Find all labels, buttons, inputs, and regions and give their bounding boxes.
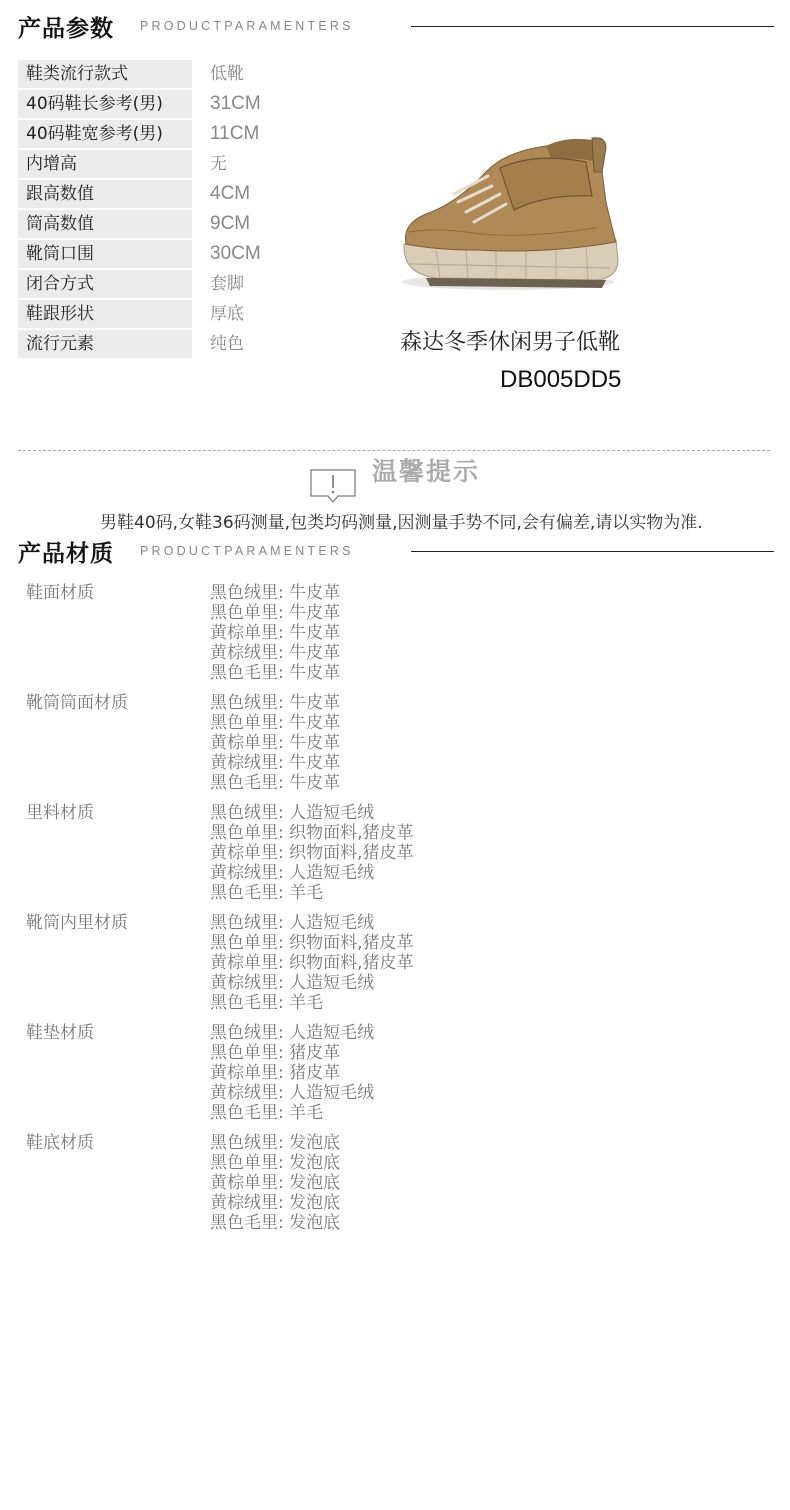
material-item: 黄棕绒里: 牛皮革 [210, 643, 341, 663]
material-group [18, 583, 618, 693]
section-subtitle: PRODUCTPARAMENTERS [140, 544, 354, 558]
material-group [18, 913, 618, 1023]
param-value: 31CM [210, 93, 261, 114]
material-item: 黑色毛里: 牛皮革 [210, 663, 341, 683]
param-label: 闭合方式 [18, 270, 192, 298]
material-item: 黑色单里: 发泡底 [210, 1153, 341, 1173]
param-row [18, 179, 318, 209]
param-label: 靴筒口围 [18, 240, 192, 268]
section-title: 产品参数 [18, 16, 114, 42]
section-header-params [18, 10, 774, 46]
product-code: DB005DD5 [500, 366, 622, 393]
material-item: 黑色绒里: 人造短毛绒 [210, 803, 375, 823]
param-value: 9CM [210, 213, 251, 234]
material-item: 黑色毛里: 羊毛 [210, 993, 324, 1013]
params-table [18, 59, 318, 359]
param-label: 40码鞋长参考(男) [18, 90, 192, 118]
material-items [210, 803, 414, 903]
param-label: 流行元素 [18, 330, 192, 358]
material-label: 鞋底材质 [26, 1133, 94, 1153]
materials-list [18, 583, 618, 1243]
material-item: 黑色毛里: 牛皮革 [210, 773, 341, 793]
material-items [210, 913, 414, 1013]
section-title: 产品材质 [18, 541, 114, 567]
material-item: 黄棕绒里: 人造短毛绒 [210, 863, 375, 883]
material-item: 黑色单里: 织物面料,猪皮革 [210, 823, 414, 843]
param-value: 套脚 [210, 274, 244, 294]
param-value: 厚底 [210, 304, 244, 324]
dashed-divider [18, 450, 770, 451]
param-label: 内增高 [18, 150, 192, 178]
material-item: 黄棕绒里: 牛皮革 [210, 753, 341, 773]
material-items [210, 583, 340, 683]
param-label: 鞋类流行款式 [18, 60, 192, 88]
tip-title: 温馨提示 [372, 457, 481, 486]
param-row [18, 329, 318, 359]
material-item: 黑色绒里: 人造短毛绒 [210, 1023, 375, 1043]
param-value: 低靴 [210, 64, 244, 84]
material-item: 黑色毛里: 发泡底 [210, 1213, 341, 1233]
material-items [210, 1023, 374, 1123]
section-subtitle: PRODUCTPARAMENTERS [140, 19, 354, 33]
material-group [18, 1133, 618, 1243]
section-divider [411, 551, 774, 552]
param-row [18, 149, 318, 179]
material-item: 黑色单里: 猪皮革 [210, 1043, 341, 1063]
material-item: 黄棕单里: 织物面料,猪皮革 [210, 843, 414, 863]
product-name: 森达冬季休闲男子低靴 [400, 330, 621, 355]
param-row [18, 299, 318, 329]
material-group [18, 693, 618, 803]
param-value: 纯色 [210, 334, 244, 354]
material-items [210, 1133, 340, 1233]
material-group [18, 803, 618, 913]
param-row [18, 59, 318, 89]
param-row [18, 269, 318, 299]
param-row [18, 119, 318, 149]
param-row [18, 209, 318, 239]
material-item: 黄棕绒里: 发泡底 [210, 1193, 341, 1213]
material-item: 黄棕单里: 织物面料,猪皮革 [210, 953, 414, 973]
material-label: 鞋垫材质 [26, 1023, 94, 1043]
material-item: 黄棕绒里: 人造短毛绒 [210, 973, 375, 993]
param-label: 筒高数值 [18, 210, 192, 238]
product-shoe-image [396, 132, 626, 294]
material-item: 黑色绒里: 牛皮革 [210, 583, 341, 603]
material-label: 靴筒筒面材质 [26, 693, 128, 713]
material-item: 黑色毛里: 羊毛 [210, 1103, 324, 1123]
param-value: 11CM [210, 123, 260, 144]
param-value: 无 [210, 154, 227, 174]
material-item: 黑色单里: 织物面料,猪皮革 [210, 933, 414, 953]
param-label: 跟高数值 [18, 180, 192, 208]
material-item: 黑色单里: 牛皮革 [210, 603, 341, 623]
material-item: 黑色毛里: 羊毛 [210, 883, 324, 903]
material-item: 黑色绒里: 发泡底 [210, 1133, 341, 1153]
material-label: 里料材质 [26, 803, 94, 823]
material-item: 黄棕单里: 牛皮革 [210, 623, 341, 643]
param-row [18, 239, 318, 269]
param-value: 30CM [210, 243, 261, 264]
param-label: 40码鞋宽参考(男) [18, 120, 192, 148]
material-item: 黄棕单里: 猪皮革 [210, 1063, 341, 1083]
material-item: 黑色绒里: 牛皮革 [210, 693, 341, 713]
section-header-materials [18, 535, 774, 571]
material-label: 靴筒内里材质 [26, 913, 128, 933]
param-value: 4CM [210, 183, 251, 204]
material-item: 黄棕绒里: 人造短毛绒 [210, 1083, 375, 1103]
material-item: 黑色绒里: 人造短毛绒 [210, 913, 375, 933]
tip-text: 男鞋40码,女鞋36码测量,包类均码测量,因测量手势不同,会有偏差,请以实物为准. [100, 513, 703, 533]
param-label: 鞋跟形状 [18, 300, 192, 328]
material-item: 黄棕单里: 发泡底 [210, 1173, 341, 1193]
material-group [18, 1023, 618, 1133]
param-row [18, 89, 318, 119]
material-item: 黑色单里: 牛皮革 [210, 713, 341, 733]
material-label: 鞋面材质 [26, 583, 94, 603]
exclamation-speech-bubble-icon [310, 469, 356, 503]
material-items [210, 693, 340, 793]
section-divider [411, 26, 774, 27]
material-item: 黄棕单里: 牛皮革 [210, 733, 341, 753]
